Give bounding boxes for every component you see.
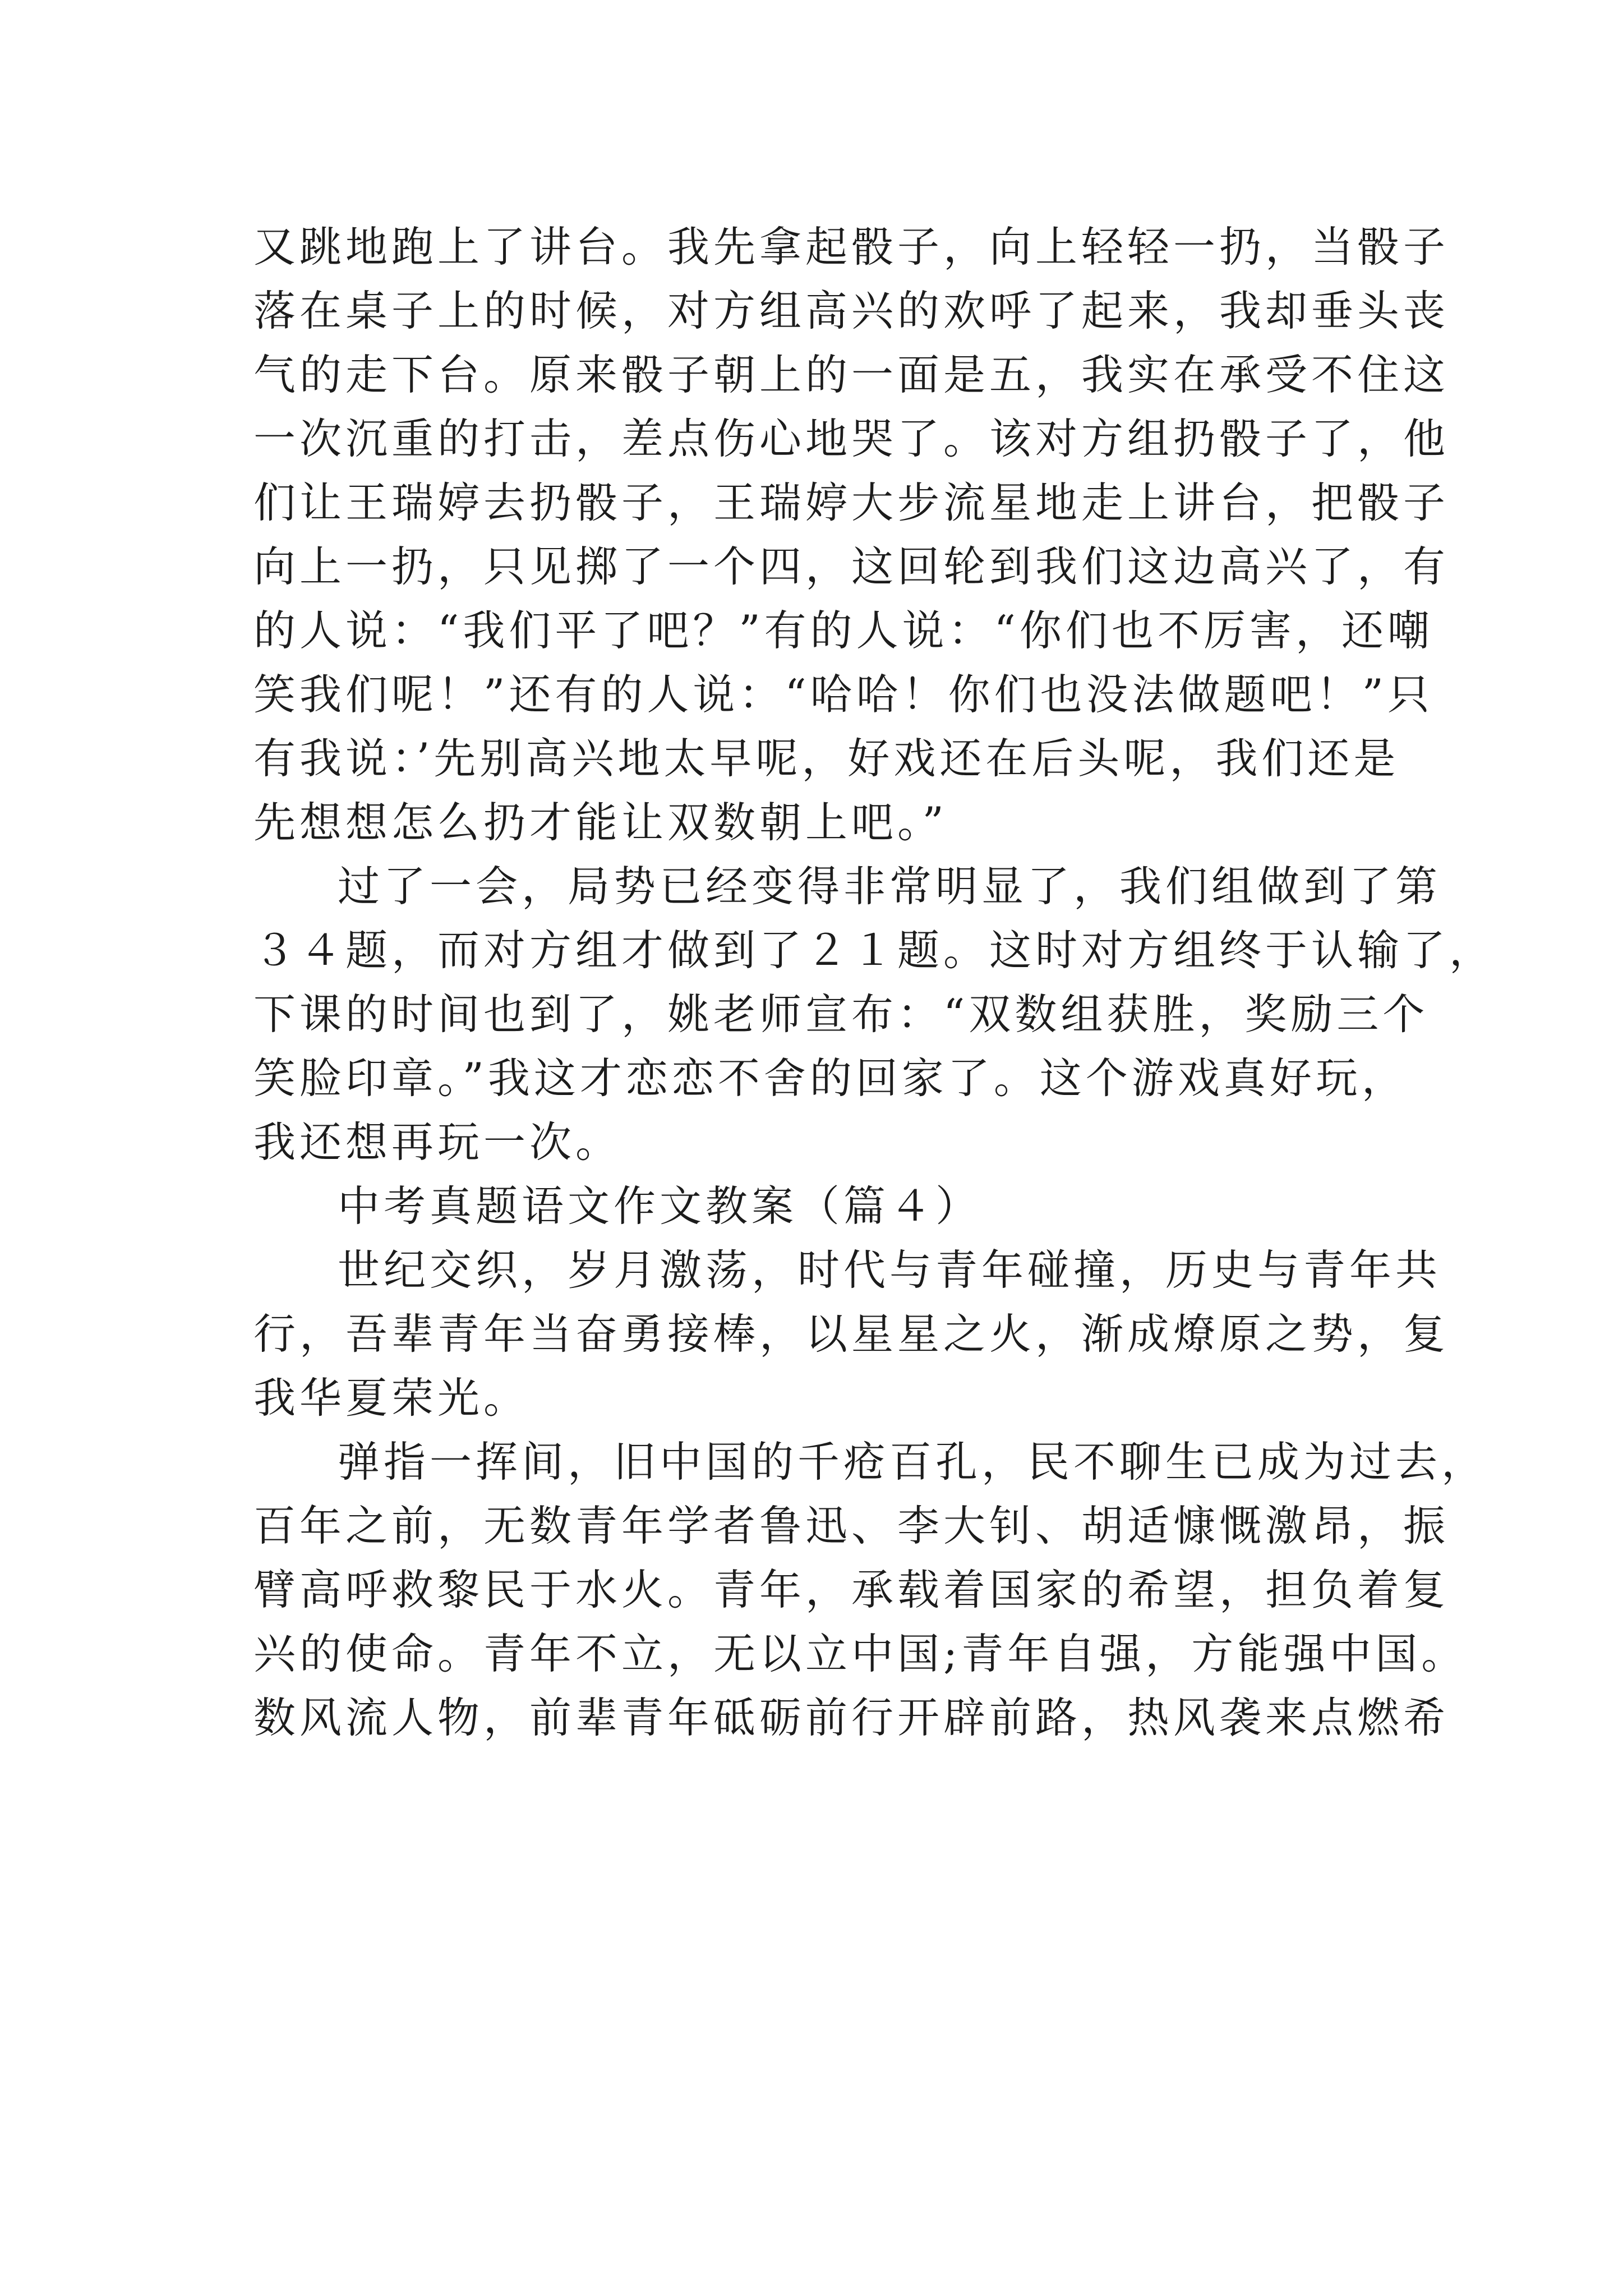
text-line: ３４题，而对方组才做到了２１题。这时对方组终于认输了， (253, 926, 1496, 975)
section-heading: 中考真题语文作文教案（篇４） (338, 1181, 982, 1231)
text-line: 气的走下台。原来骰子朝上的一面是五，我实在承受不住这 (253, 350, 1450, 399)
paragraph-first-line: 弹指一挥间，旧中国的千疮百孔，民不聊生已成为过去， (338, 1437, 1488, 1487)
text-line: 笑脸印章。”我这才恋恋不舍的回家了。这个游戏真好玩， (253, 1053, 1408, 1103)
text-line: 数风流人物，前辈青年砥砺前行开辟前路，热风袭来点燃希 (253, 1693, 1450, 1742)
text-line: 先想想怎么扔才能让双数朝上吧。” (253, 798, 948, 847)
text-line: 有我说：’先别高兴地太早呢，好戏还在后头呢，我们还是 (253, 734, 1400, 783)
text-line: 下课的时间也到了，姚老师宣布：“双数组获胜，奖励三个 (253, 990, 1429, 1039)
text-line: 我华夏荣光。 (253, 1373, 530, 1423)
paragraph-first-line: 世纪交织，岁月激荡，时代与青年碰撞，历史与青年共 (338, 1245, 1442, 1295)
text-line: 落在桌子上的时候，对方组高兴的欢呼了起来，我却垂头丧 (253, 286, 1450, 335)
text-line: 百年之前，无数青年学者鲁迅、李大钊、胡适慷慨激昂，振 (253, 1501, 1450, 1550)
text-line: 臂高呼救黎民于水火。青年，承载着国家的希望，担负着复 (253, 1565, 1450, 1614)
text-line: 一次沉重的打击，差点伤心地哭了。该对方组扔骰子了，他 (253, 414, 1450, 463)
text-line: 又跳地跑上了讲台。我先拿起骰子，向上轻轻一扔，当骰子 (253, 222, 1450, 272)
text-line: 向上一扔，只见掷了一个四，这回轮到我们这边高兴了，有 (253, 542, 1450, 591)
paragraph-first-line: 过了一会，局势已经变得非常明显了，我们组做到了第 (338, 862, 1442, 911)
text-line: 行，吾辈青年当奋勇接棒，以星星之火，渐成燎原之势，复 (253, 1309, 1450, 1359)
text-line: 我还想再玩一次。 (253, 1117, 622, 1167)
text-line: 的人说：“我们平了吧？”有的人说：“你们也不厉害，还嘲 (253, 606, 1434, 655)
text-line: 笑我们呢！”还有的人说：“哈哈！你们也没法做题吧！”只 (253, 670, 1434, 719)
text-line: 们让王瑞婷去扔骰子，王瑞婷大步流星地走上讲台，把骰子 (253, 478, 1450, 527)
text-line: 兴的使命。青年不立，无以立中国;青年自强，方能强中国。 (253, 1629, 1468, 1678)
